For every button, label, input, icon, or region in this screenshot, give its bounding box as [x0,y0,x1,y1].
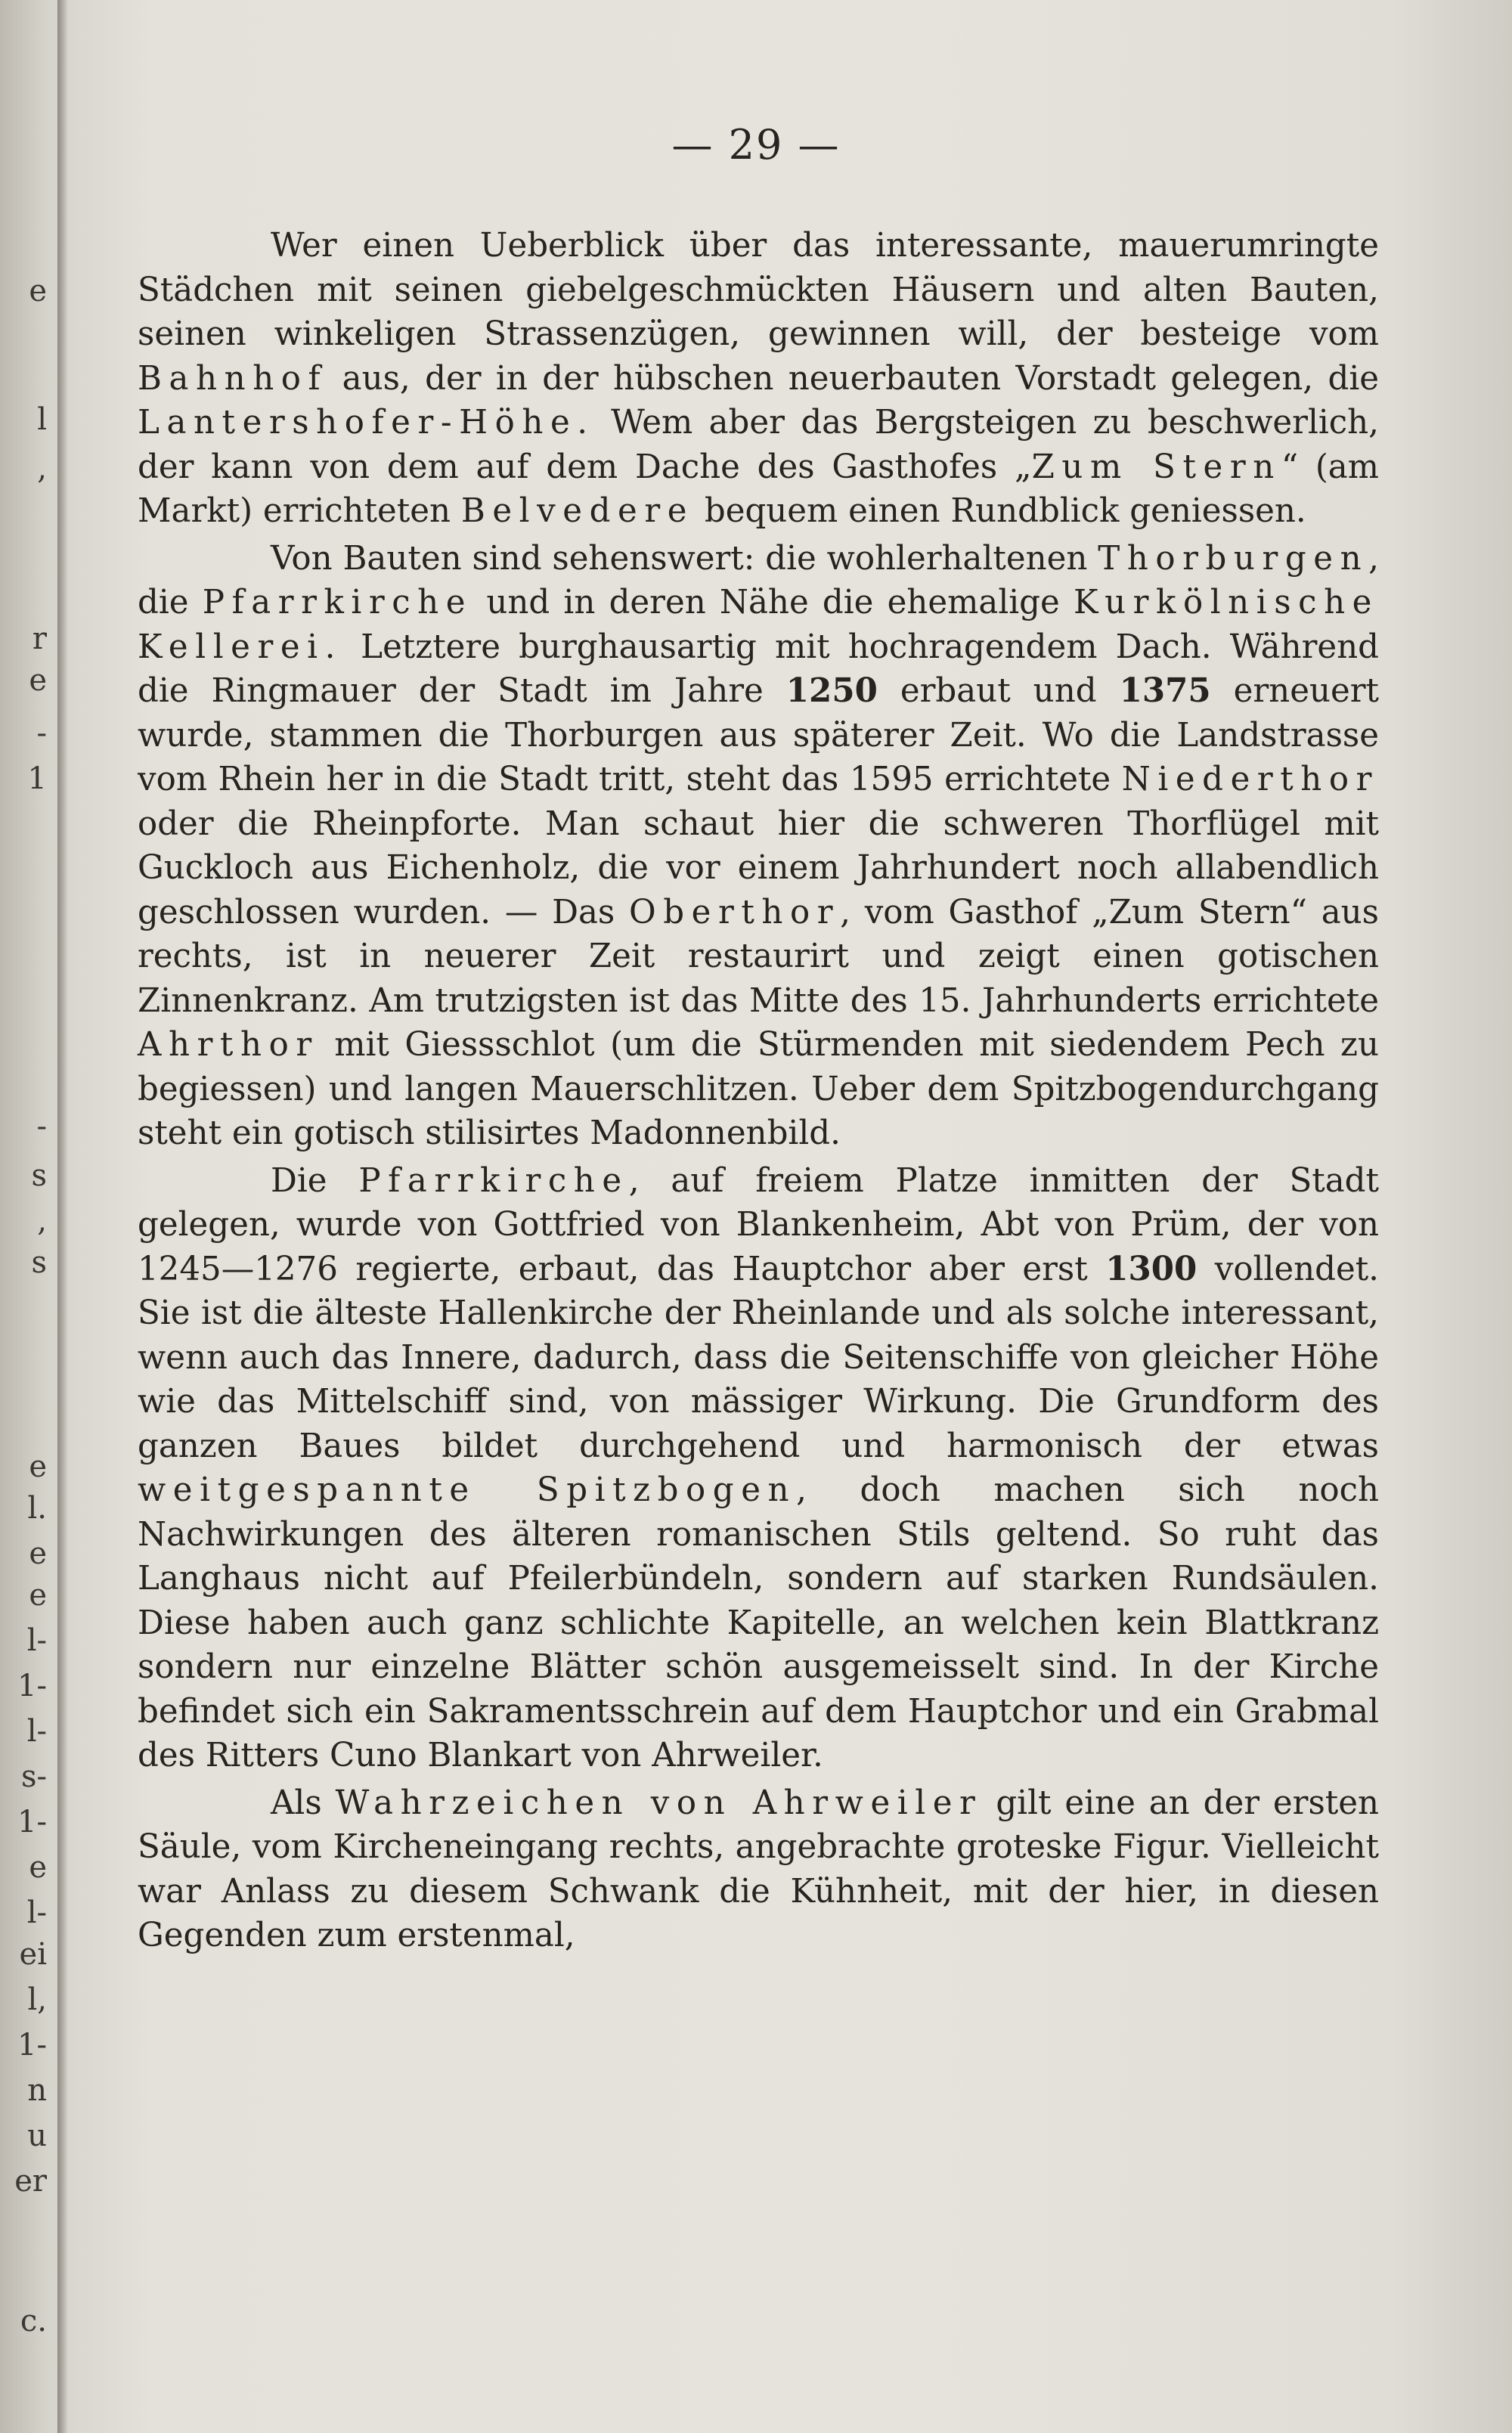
spaced-emphasis: Oberthor [629,893,841,931]
text-run: Von Bauten sind sehenswert: die wohlerhaltenen [271,539,1098,578]
text-run: Letztere burghausartig mit hochragendem Dach. Während die Ringmauer der Stadt im Jahre [138,628,1379,710]
margin-fragment: e [29,1578,47,1613]
text-run: aus, der in der hübschen neuerbauten Vorstadt gelegen, die [327,359,1379,398]
text-run: und in deren Nähe die ehemalige [472,584,1074,621]
margin-fragment: u [27,2118,47,2153]
text-run: Wer einen Ueberblick über das interessante, mauerumringte Städchen mit seinen giebelgeschmückten Häusern und alten Bauten, seinen winkeligen Strassenzügen, gewinnen will, der besteige vom [138,227,1379,353]
text-run: mit Giessschlot (um die Stürmenden mit siedendem Pech zu begiessen) und langen Mauerschlitzen. Ueber dem Spitzbogendurchgang steht ein gotisch stilisirtes Madonnenbild. [138,1026,1379,1152]
page-gutter-edge [57,0,68,2433]
margin-fragment: l- [26,1895,47,1930]
spaced-emphasis: weitgespannte Spitzbogen [138,1471,797,1509]
margin-fragment: e [29,1536,47,1571]
margin-fragment: l, [27,1982,47,2017]
bold-number: 1375 [1119,671,1211,710]
text-run: “ (am Markt) errichteten [138,448,1379,530]
text-run: Als [271,1784,336,1822]
margin-fragment: e [29,274,47,308]
body-text [138,224,1379,1961]
margin-fragment: s- [20,1759,47,1794]
margin-fragment: 1- [17,1805,47,1839]
margin-fragment: 1- [17,1669,47,1703]
text-run: vollendet. Sie ist die älteste Hallenkirche der Rheinlande und als solche interessant, wenn auch das Innere, dadurch, dass die Seitenschiffe von gleicher Höhe wie das Mittelschiff sind, von mässiger Wirkung. Die Grundform des ganzen Baues bildet durchgehend und harmonisch der etwas [138,1250,1379,1465]
paragraph [138,537,1379,1156]
margin-fragment: e [29,1850,47,1885]
margin-fragment: - [36,716,47,751]
margin-fragment: e [29,1449,47,1484]
margin-fragment: er [14,2164,47,2199]
margin-fragment: , [37,1204,47,1238]
spaced-emphasis: Wahrzeichen von Ahrweiler [335,1784,983,1822]
margin-fragment: n [27,2073,47,2108]
margin-fragment: ei [19,1937,47,1972]
text-run: , auf freiem Platze inmitten der Stadt gelegen, wurde von Gottfried von Blankenheim, Abt von Prüm, der von 1245—1276 regierte, erbaut, das Hauptchor aber erst [138,1161,1379,1288]
spaced-emphasis: Pfarrkirche [202,584,473,621]
paragraph [138,1781,1379,1958]
text-run: , doch machen sich noch Nachwirkungen des älteren romanischen Stils geltend. So ruht das Langhaus nicht auf Pfeilerbündeln, sondern auf starken Rundsäulen. Diese haben auch ganz schlichte Kapitelle, an welchen kein Blattkranz sondern nur einzelne Blätter schön ausgemeisselt sind. In der Kirche befindet sich ein Sakramentsschrein auf dem Hauptchor und ein Grabmal des Ritters Cuno Blankart von Ahrweiler. [138,1471,1379,1774]
spaced-emphasis: Kurkölnische Kellerei. [138,584,1379,666]
spaced-emphasis: Niederthor [1121,761,1379,798]
bold-number: 1250 [785,671,878,710]
margin-fragment: c. [20,2304,47,2338]
spaced-emphasis: Thorburgen [1098,539,1369,578]
text-run: , die [138,539,1379,621]
margin-fragment: e [29,663,47,698]
margin-fragment: r [32,621,47,656]
paragraph [138,1159,1379,1778]
text-run: bequem einen Rundblick geniessen. [694,492,1306,530]
margin-fragment: , [37,451,47,486]
margin-fragment: l- [26,1714,47,1749]
margin-fragment: - [36,1109,47,1144]
page-number: — 29 — [671,121,841,169]
bold-number: 1300 [1105,1249,1198,1288]
text-run: erbaut und [877,672,1120,710]
spaced-emphasis: Ahrthor [138,1026,319,1064]
margin-fragment: 1 [27,761,47,796]
text-run: erneuert wurde, stammen die Thorburgen aus späterer Zeit. Wo die Landstrasse vom Rhein her in die Stadt tritt, steht das 1595 errichtete [138,672,1379,798]
spaced-emphasis: Lantershofer-Höhe. [138,404,595,442]
margin-fragment: s [31,1245,47,1280]
spaced-emphasis: Pfarrkirche [358,1161,629,1200]
margin-fragment: l [37,402,47,437]
margin-fragment: l- [26,1623,47,1658]
previous-page-margin [0,0,53,2433]
text-run: Wem aber das Bergsteigen zu beschwerlich, der kann von dem auf dem Dache des Gasthofes „ [138,404,1379,486]
margin-fragment: s [31,1158,47,1193]
margin-fragment: l. [27,1491,47,1526]
spaced-emphasis: Zum Stern [1031,448,1281,486]
paragraph [138,224,1379,534]
text-run: gilt eine an der ersten Säule, vom Kircheneingang rechts, angebrachte groteske Figur. Vielleicht war Anlass zu diesem Schwank die Kühnheit, mit der hier, in diesen Gegenden zum erstenmal, [138,1784,1380,1954]
margin-fragment: 1- [17,2028,47,2063]
text-run: oder die Rheinpforte. Man schaut hier die schweren Thorflügel mit Guckloch aus Eichenholz, die vor einem Jahrhundert noch allabendlich geschlossen wurden. — Das [138,804,1379,931]
spaced-emphasis: Bahnhof [138,359,328,398]
text-run: Die [271,1161,359,1200]
text-run: , vom Gasthof „Zum Stern“ aus rechts, ist in neuerer Zeit restaurirt und zeigt einen gotischen Zinnenkranz. Am trutzigsten ist das Mitte des 15. Jahrhunderts errichtete [138,893,1379,1020]
spaced-emphasis: Belvedere [460,492,695,530]
